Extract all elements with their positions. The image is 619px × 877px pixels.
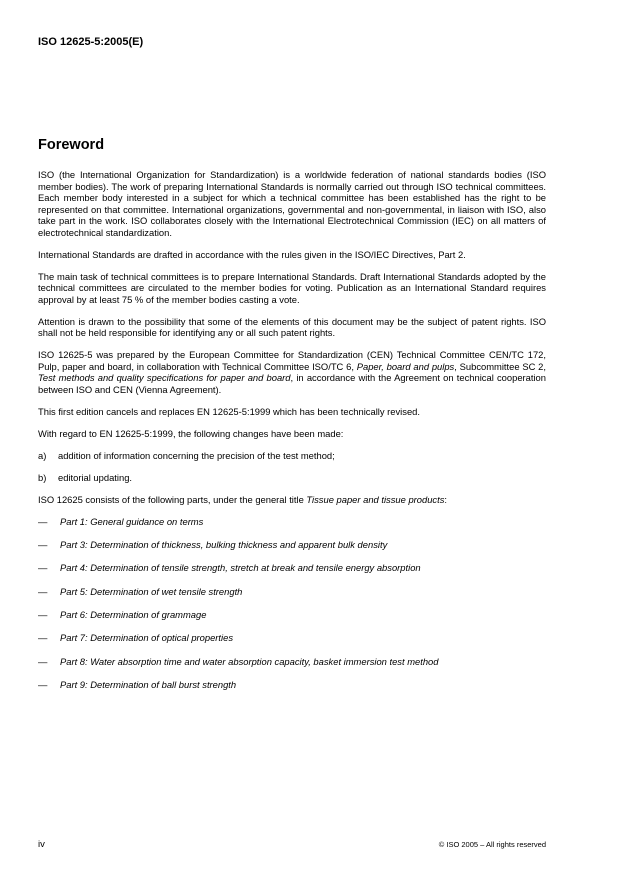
parts-intro-text: ISO 12625 consists of the following parts, under the general title bbox=[38, 493, 307, 505]
paragraph-directives: International Standards are drafted in accordance with the rules given in the ISO/IEC Directives, Part 2. bbox=[38, 248, 466, 260]
paragraph-parts-intro bbox=[38, 494, 546, 506]
part-list-item bbox=[38, 562, 546, 574]
part-title: Part 6: Determination of grammage bbox=[60, 609, 207, 621]
dash-bullet: — bbox=[38, 562, 48, 574]
dash-bullet: — bbox=[38, 515, 48, 527]
prepared-by-text-2: , Subcommittee SC 2, bbox=[454, 360, 546, 372]
part-list-item bbox=[38, 516, 546, 528]
list-item bbox=[38, 450, 546, 462]
list-item-text: addition of information concerning the precision of the test method; bbox=[58, 449, 335, 461]
part-list-item bbox=[38, 656, 546, 668]
document-id: ISO 12625-5:2005(E) bbox=[38, 36, 144, 48]
list-item-label: b) bbox=[38, 471, 47, 483]
part-title: Part 7: Determination of optical properties bbox=[60, 632, 234, 644]
part-list-item bbox=[38, 539, 546, 551]
paragraph-iso-intro: ISO (the International Organization for Standardization) is a worldwide federation of national standards bodies (ISO member bodies). The work of preparing International Standards is normally carried out through ISO technical committees. Each member body interested in a subject for which a technical committee has been established has the right to be represented on that committee. International organizations, governmental and non-governmental, in liaison with ISO, also take part in the work. ISO collaborates closely with the International Electrotechnical Commission (IEC) on all matters of electrotechnical standardization. bbox=[38, 169, 546, 238]
prepared-by-committee-title: Paper, board and pulps bbox=[356, 360, 455, 372]
dash-bullet: — bbox=[38, 655, 48, 667]
paragraph-edition: This first edition cancels and replaces EN 12625-5:1999 which has been technically revised. bbox=[38, 405, 420, 417]
dash-bullet: — bbox=[38, 585, 48, 597]
part-title: Part 9: Determination of ball burst strength bbox=[60, 679, 237, 691]
dash-bullet: — bbox=[38, 609, 48, 621]
dash-bullet: — bbox=[38, 679, 48, 691]
part-list-item bbox=[38, 586, 546, 598]
foreword-body bbox=[38, 169, 546, 703]
page-number: iv bbox=[38, 839, 45, 850]
part-list-item bbox=[38, 609, 546, 621]
copyright-notice: © ISO 2005 – All rights reserved bbox=[438, 840, 546, 849]
paragraph-patent-rights: Attention is drawn to the possibility that some of the elements of this document may be the subject of patent rights. ISO shall not be held responsible for identifying any or all such patent rights. bbox=[38, 315, 546, 338]
part-title: Part 3: Determination of thickness, bulking thickness and apparent bulk density bbox=[60, 538, 388, 550]
part-title: Part 1: General guidance on terms bbox=[60, 515, 204, 527]
dash-bullet: — bbox=[38, 632, 48, 644]
list-item bbox=[38, 472, 546, 484]
part-title: Part 4: Determination of tensile strength, stretch at break and tensile energy absorption bbox=[60, 562, 421, 574]
prepared-by-subcommittee-title: Test methods and quality specifications for paper and board bbox=[38, 372, 291, 383]
prepared-by-text-3: , in accordance with the Agreement on technical cooperation between ISO and CEN (Vienna Agreement). bbox=[38, 372, 546, 395]
part-list-item bbox=[38, 632, 546, 644]
paragraph-changes-intro: With regard to EN 12625-5:1999, the following changes have been made: bbox=[38, 427, 344, 439]
prepared-by-text-1: ISO 12625-5 was prepared by the European Committee for Standardization (CEN) Technical Committee CEN/TC 172, Pulp, paper and board, in collaboration with Technical Committee ISO/TC 6, bbox=[38, 349, 546, 372]
dash-bullet: — bbox=[38, 538, 48, 550]
general-title: Tissue paper and tissue products bbox=[306, 493, 445, 505]
part-list-item bbox=[38, 679, 546, 691]
paragraph-prepared-by bbox=[38, 349, 546, 395]
part-title: Part 8: Water absorption time and water absorption capacity, basket immersion test method bbox=[60, 655, 439, 667]
parts-intro-colon: : bbox=[444, 493, 448, 505]
list-item-text: editorial updating. bbox=[58, 471, 133, 483]
list-item-label: a) bbox=[38, 449, 47, 461]
page-title: Foreword bbox=[38, 137, 105, 153]
part-title: Part 5: Determination of wet tensile strength bbox=[60, 585, 243, 597]
paragraph-main-task: The main task of technical committees is to prepare International Standards. Draft International Standards adopted by the technical committees are circulated to the member bodies for voting. Publication as an International Standard requires approval by at least 75 % of the member bodies casting a vote. bbox=[38, 270, 546, 305]
